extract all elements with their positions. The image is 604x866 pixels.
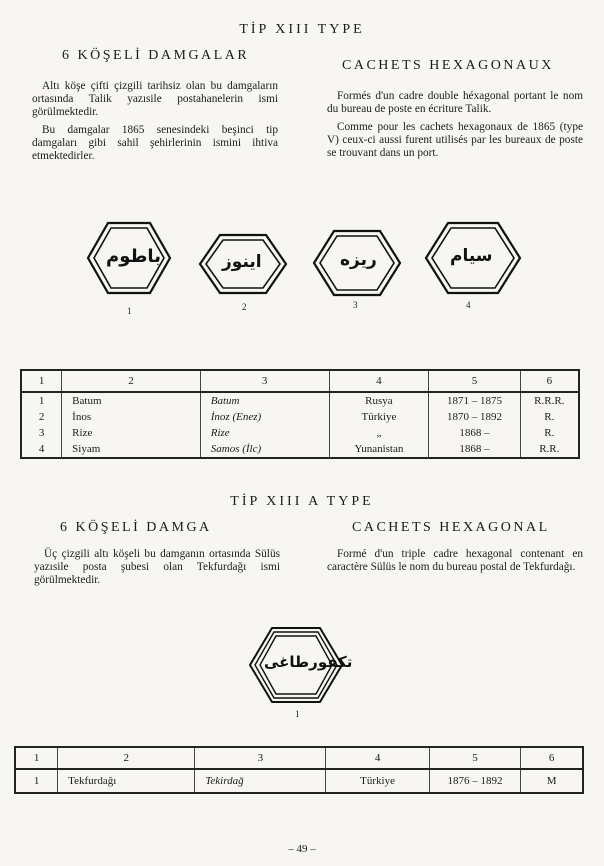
stamp-number: 1 [127, 306, 132, 316]
table-row [21, 441, 579, 458]
turkish-paragraph: Üç çizgili altı köşeli bu damganın ortasında Sülüs yazısile posta şubesi olan Tekfurdağı ismi görülmektedir. [34, 548, 280, 586]
table-cell: Tekirdağ [195, 769, 326, 793]
table-cell: Batum [200, 392, 329, 409]
table-cell: R. [520, 409, 579, 425]
section1-title: TİP XIII TYPE [239, 22, 365, 37]
column-header: 3 [195, 747, 326, 769]
french-paragraph: Formés d'un cadre double héxagonal portant le nom du bureau de poste en écriture Talik. [327, 90, 583, 115]
column-header: 1 [15, 747, 58, 769]
section2-title: TİP XIII A TYPE [230, 494, 374, 509]
column-header: 4 [326, 747, 429, 769]
table-header-row [21, 370, 579, 392]
table-row [15, 769, 583, 793]
table-cell: „ [329, 425, 429, 441]
table-row [21, 409, 579, 425]
table-cell: M [521, 769, 583, 793]
table-cell: Türkiye [329, 409, 429, 425]
table-cell: 4 [21, 441, 62, 458]
table-cell: 2 [21, 409, 62, 425]
section2-turkish-heading: 6 KÖŞELİ DAMGA [60, 520, 212, 535]
column-header: 6 [520, 370, 579, 392]
table-cell: Rusya [329, 392, 429, 409]
section1-table [20, 369, 580, 459]
table-cell: R.R. [520, 441, 579, 458]
table-cell: 1876 – 1892 [429, 769, 520, 793]
table-cell: Tekfurdağı [58, 769, 195, 793]
turkish-paragraph: Bu damgalar 1865 senesindeki beşinci tip damgaları gibi sahil şehirlerinin ismini ihtiva etmektedirler. [32, 124, 278, 162]
stamp-number: 2 [242, 302, 247, 312]
section2-french-text [327, 548, 583, 579]
table-row [21, 425, 579, 441]
column-header: 6 [521, 747, 583, 769]
column-header: 1 [21, 370, 62, 392]
table-cell: İnoz (Enez) [200, 409, 329, 425]
stamp-inscription: سيام [450, 246, 493, 266]
column-header: 3 [200, 370, 329, 392]
table-row [21, 392, 579, 409]
stamp-inscription: تكفورطاغى [264, 653, 353, 671]
table-cell: 1868 – [429, 425, 520, 441]
hexagonal-stamp-rize [312, 228, 402, 310]
section1-french-heading: CACHETS HEXAGONAUX [342, 58, 554, 73]
stamp-number: 1 [295, 709, 300, 719]
section1-turkish-heading: 6 KÖŞELİ DAMGALAR [62, 48, 250, 63]
table-cell: Türkiye [326, 769, 429, 793]
hexagonal-stamp-siyam [424, 220, 522, 310]
table-cell: 1870 – 1892 [429, 409, 520, 425]
french-paragraph: Formé d'un triple cadre hexagonal contenant en caractère Sülüs le nom du bureau postal de Tekfurdağı. [327, 548, 583, 573]
stamp-number: 3 [353, 300, 358, 310]
hexagonal-stamp-inos [198, 232, 288, 312]
table-cell: R.R.R. [520, 392, 579, 409]
stamp-inscription: ريزه [340, 250, 377, 270]
french-paragraph: Comme pour les cachets hexagonaux de 1865 (type V) ceux-ci aussi furent utilisés par les bureaux de poste se trouvant dans un port. [327, 121, 583, 159]
section2-french-heading: CACHETS HEXAGONAL [352, 520, 550, 535]
hexagonal-stamp-tekfurdagi [248, 625, 353, 719]
stamp-inscription: اينوز [222, 252, 262, 272]
column-header: 5 [429, 370, 520, 392]
table-cell: 1871 – 1875 [429, 392, 520, 409]
column-header: 2 [62, 370, 201, 392]
table-cell: Rize [62, 425, 201, 441]
table-header-row [15, 747, 583, 769]
hexagonal-stamp-batum [86, 220, 172, 316]
section1-french-text [327, 90, 583, 165]
page-number: – 49 – [288, 843, 316, 855]
table-cell: Siyam [62, 441, 201, 458]
turkish-paragraph: Altı köşe çifti çizgili tarihsiz olan bu damgaların ortasında Talik yazısile postahanelerin ismi görülmektedir. [32, 80, 278, 118]
section2-table [14, 746, 584, 794]
stamp-inscription: باطوم [106, 246, 161, 267]
table-cell: 3 [21, 425, 62, 441]
table-cell: Yunanistan [329, 441, 429, 458]
table-cell: R. [520, 425, 579, 441]
column-header: 2 [58, 747, 195, 769]
table-cell: İnos [62, 409, 201, 425]
section2-turkish-text [34, 548, 280, 592]
table-cell: Samos (İlc) [200, 441, 329, 458]
stamp-number: 4 [466, 300, 471, 310]
column-header: 4 [329, 370, 429, 392]
section1-turkish-text [32, 80, 278, 168]
table-cell: Rize [200, 425, 329, 441]
table-cell: 1868 – [429, 441, 520, 458]
table-cell: 1 [15, 769, 58, 793]
table-cell: Batum [62, 392, 201, 409]
column-header: 5 [429, 747, 520, 769]
table-cell: 1 [21, 392, 62, 409]
